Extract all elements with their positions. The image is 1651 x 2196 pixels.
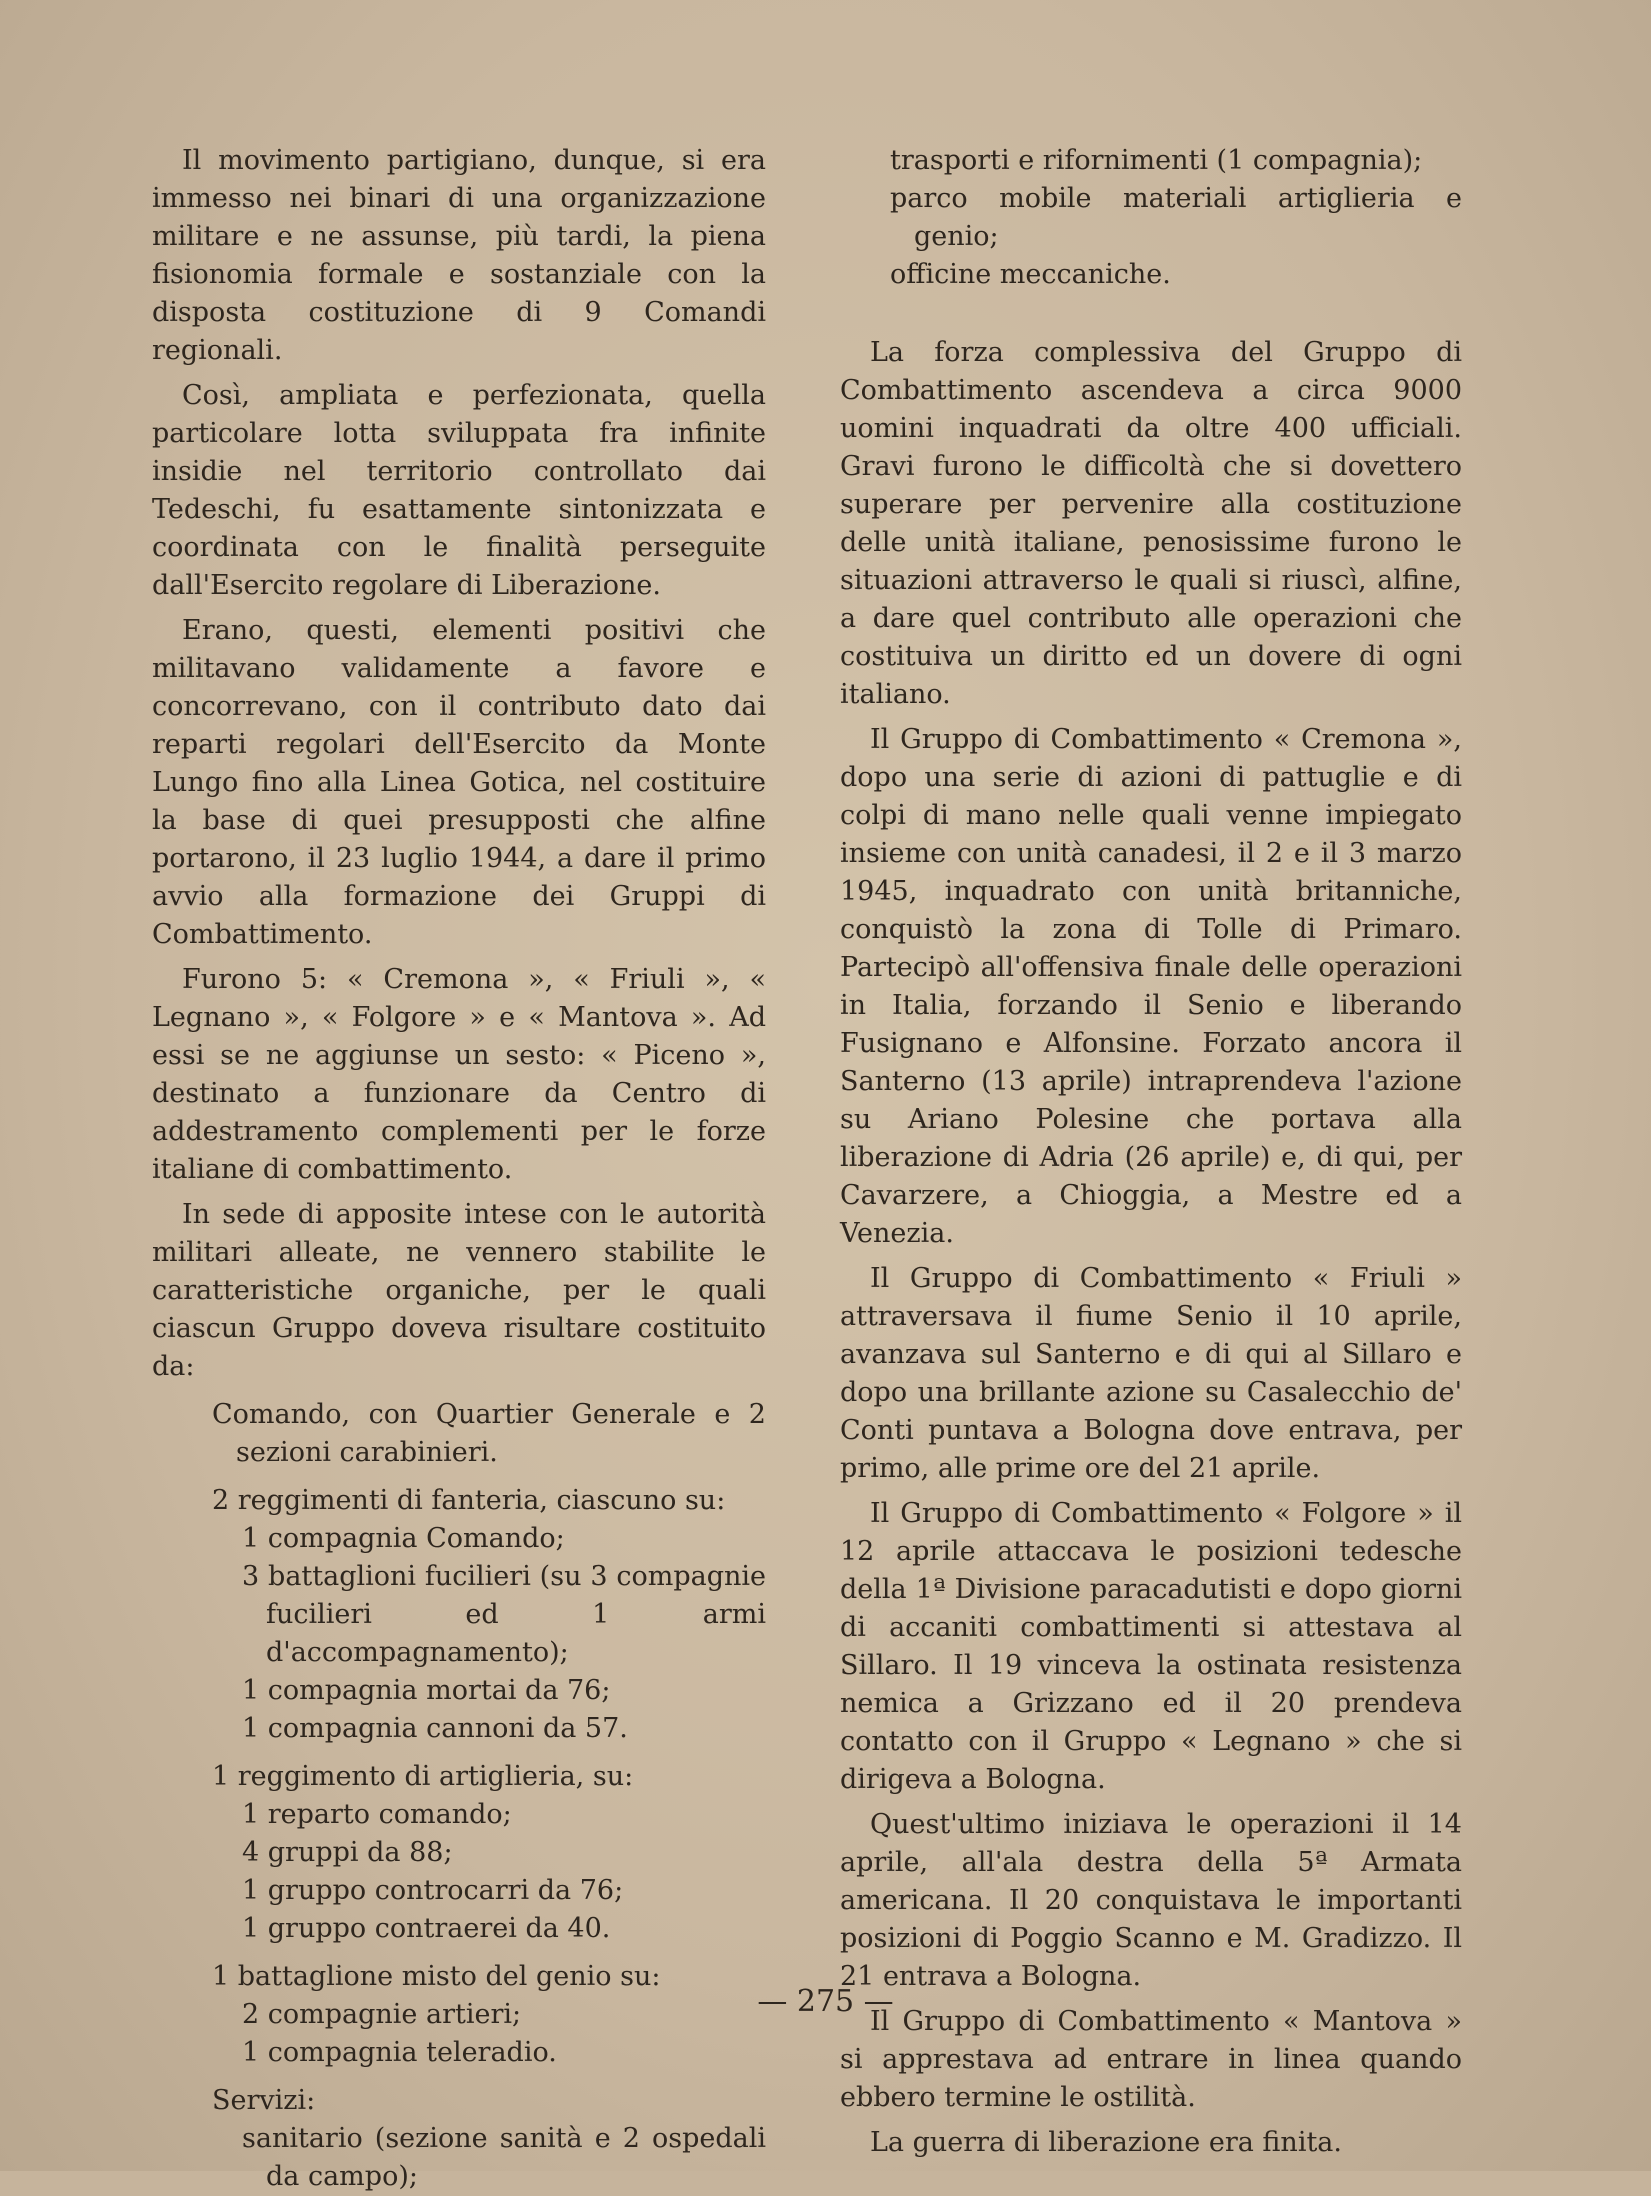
right-column: [840, 142, 1462, 2169]
list-item: Comando, con Quartier Generale e 2 sezioni carabinieri.: [212, 1399, 766, 1468]
paragraph: Il Gruppo di Combattimento « Mantova » si apprestava ad entrare in linea quando ebbero termine le ostilità.: [840, 2006, 1462, 2113]
list-item: 1 gruppo controcarri da 76;: [242, 1875, 624, 1906]
list-item: 1 reggimento di artiglieria, su:: [212, 1761, 634, 1792]
paragraph: Il Gruppo di Combattimento « Friuli » attraversava il fiume Senio il 10 aprile, avanzava sul Santerno e di qui al Sillaro e dopo una brillante azione su Casalecchio de' Conti puntava a Bologna dove entrava, per primo, alle prime ore del 21 aprile.: [840, 1263, 1462, 1484]
list-item: 1 battaglione misto del genio su:: [212, 1961, 661, 1992]
list-item: 1 compagnia teleradio.: [242, 2037, 557, 2068]
list-item: 1 compagnia Comando;: [242, 1523, 565, 1554]
paragraph: Quest'ultimo iniziava le operazioni il 14 aprile, all'ala destra della 5ª Armata americana. Il 20 conquistava le importanti posizioni di Poggio Scanno e M. Gradizzo. Il 21 entrava a Bologna.: [840, 1809, 1462, 1992]
list-item: trasporti e rifornimenti (1 compagnia);: [890, 145, 1423, 176]
list-item: parco mobile materiali artiglieria e genio;: [890, 183, 1462, 252]
paragraph: Furono 5: « Cremona », « Friuli », « Legnano », « Folgore » e « Mantova ». Ad essi se ne aggiunse un sesto: « Piceno », destinato a funzionare da Centro di addestramento complementi per le forze italiane di combattimento.: [152, 964, 766, 1185]
paragraph: Il movimento partigiano, dunque, si era immesso nei binari di una organizzazione militare e ne assunse, più tardi, la piena fisionomia formale e sostanziale con la disposta costituzione di 9 Comandi regionali.: [152, 145, 766, 366]
list-item: 1 gruppo contraerei da 40.: [242, 1913, 611, 1944]
paragraph: La forza complessiva del Gruppo di Combattimento ascendeva a circa 9000 uomini inquadrati da oltre 400 ufficiali. Gravi furono le difficoltà che si dovettero superare per pervenire alla costituzione delle unità italiane, penosissime furono le situazioni attraverso le quali si riuscì, alfine, a dare quel contributo alle operazioni che costituiva un diritto ed un dovere di ogni italiano.: [840, 337, 1462, 710]
paragraph: Così, ampliata e perfezionata, quella particolare lotta sviluppata fra infinite insidie nel territorio controllato dai Tedeschi, fu esattamente sintonizzata e coordinata con le finalità perseguite dall'Esercito regolare di Liberazione.: [152, 380, 766, 601]
list-item: sanitario (sezione sanità e 2 ospedali da campo);: [242, 2123, 766, 2192]
list-item: 1 compagnia cannoni da 57.: [242, 1713, 628, 1744]
left-column: [152, 142, 766, 2196]
list-item: Servizi:: [212, 2085, 316, 2116]
paragraph: In sede di apposite intese con le autorità militari alleate, ne vennero stabilite le caratteristiche organiche, per le quali ciascun Gruppo doveva risultare costituito da:: [152, 1199, 766, 1382]
list-item: 1 reparto comando;: [242, 1799, 512, 1830]
paragraph: Il Gruppo di Combattimento « Cremona », dopo una serie di azioni di pattuglie e di colpi di mano nelle quali venne impiegato insieme con unità canadesi, il 2 e il 3 marzo 1945, inquadrato con unità britanniche, conquistò la zona di Tolle di Primaro. Partecipò all'offensiva finale delle operazioni in Italia, forzando il Senio e liberando Fusignano e Alfonsine. Forzato ancora il Santerno (13 aprile) intraprendeva l'azione su Ariano Polesine che portava alla liberazione di Adria (26 aprile) e, di qui, per Cavarzere, a Chioggia, a Mestre ed a Venezia.: [840, 724, 1462, 1249]
spacer: [840, 294, 1462, 334]
list-item: 3 battaglioni fucilieri (su 3 compagnie fucilieri ed 1 armi d'accompagnamento);: [242, 1561, 766, 1668]
list-item: officine meccaniche.: [890, 259, 1171, 290]
paragraph: Erano, questi, elementi positivi che militavano validamente a favore e concorrevano, con il contributo dato dai reparti regolari dell'Esercito da Monte Lungo fino alla Linea Gotica, nel costituire la base di quei presupposti che alfine portarono, il 23 luglio 1944, a dare il primo avvio alla formazione dei Gruppi di Combattimento.: [152, 615, 766, 950]
paragraph: La guerra di liberazione era finita.: [870, 2127, 1342, 2158]
list-item: 1 compagnia mortai da 76;: [242, 1675, 611, 1706]
list-item: 4 gruppi da 88;: [242, 1837, 453, 1868]
paragraph: Il Gruppo di Combattimento « Folgore » il 12 aprile attaccava le posizioni tedesche della 1ª Divisione paracadutisti e dopo giorni di accaniti combattimenti si attestava al Sillaro. Il 19 vinceva la ostinata resistenza nemica a Grizzano ed il 20 prendeva contatto con il Gruppo « Legnano » che si dirigeva a Bologna.: [840, 1498, 1462, 1795]
list-item: 2 reggimenti di fanteria, ciascuno su:: [212, 1485, 726, 1516]
list-item: 2 compagnie artieri;: [242, 1999, 522, 2030]
page-number: — 275 —: [757, 1984, 894, 2019]
